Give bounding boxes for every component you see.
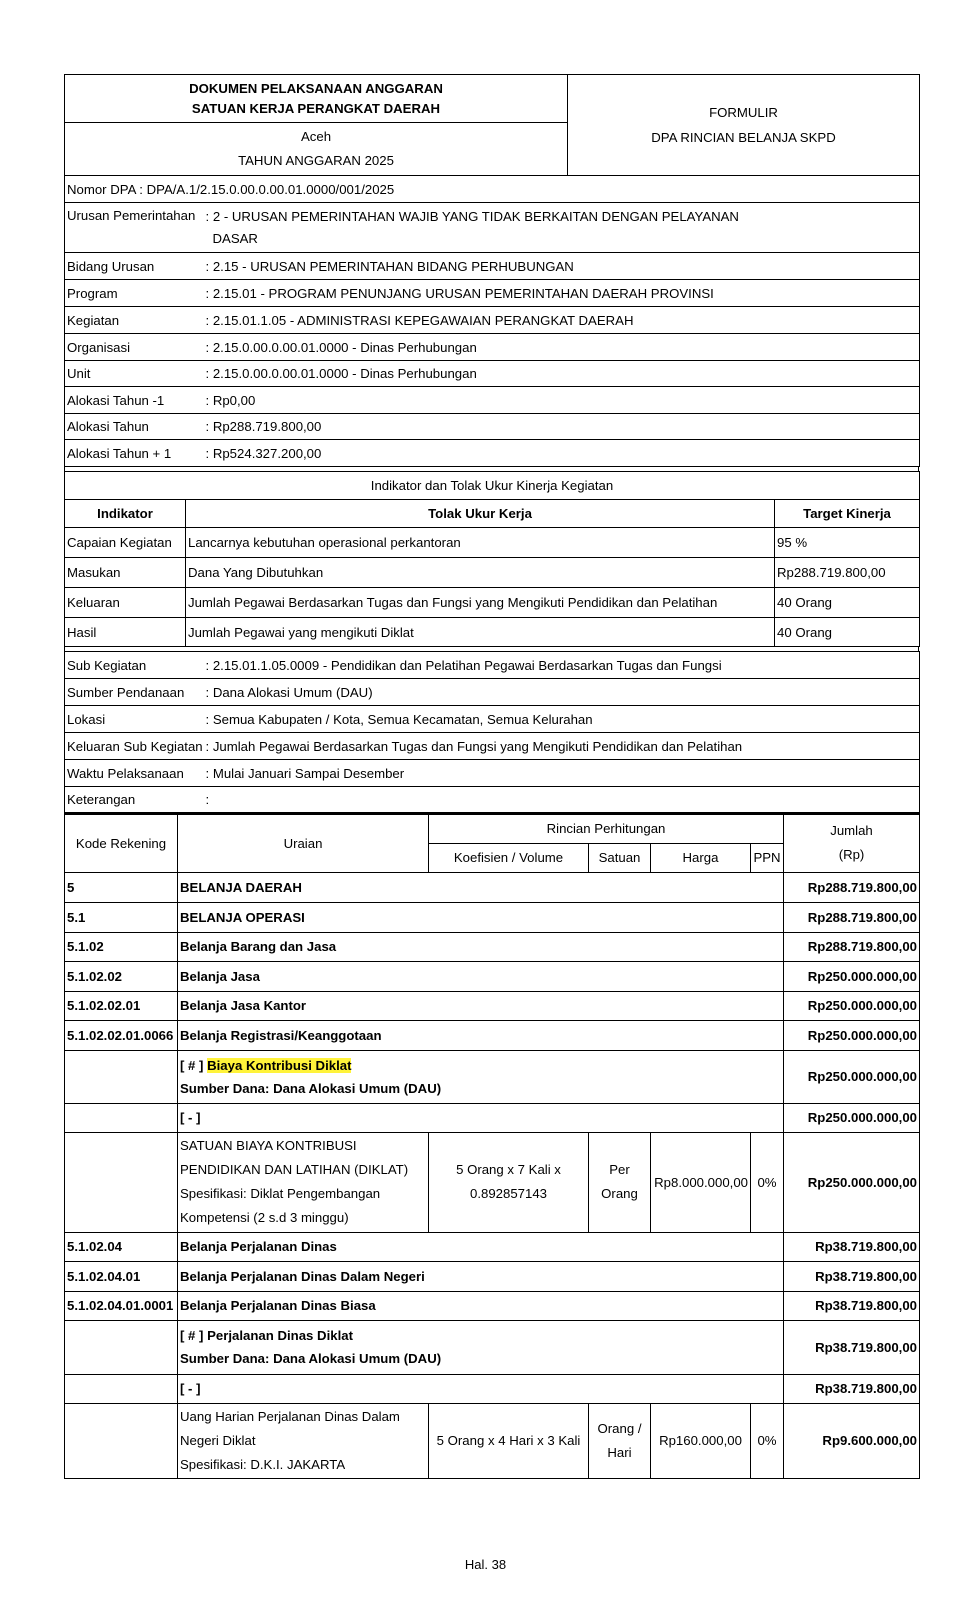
uraian-cell: BELANJA DAERAH [178,872,784,902]
sub-label: Keluaran Sub Kegiatan [65,733,204,760]
uraian-line: Spesifikasi: Diklat Pengembangan [180,1186,381,1201]
nomor-dpa: Nomor DPA : DPA/A.1/2.15.0.00.0.00.01.0000/001/2025 [65,176,920,203]
uraian-line: Uang Harian Perjalanan Dinas Dalam [180,1408,400,1424]
table-row [65,1261,920,1291]
sub-kegiatan-table [64,651,920,813]
uraian-cell: Belanja Perjalanan Dinas Dalam Negeri [178,1261,784,1291]
info-label: Alokasi Tahun [65,414,204,440]
jumlah-unit: (Rp) [838,847,865,863]
sub-value: : 2.15.01.1.05.0009 - Pendidikan dan Pelatihan Pegawai Berdasarkan Tugas dan Fungsi [204,652,920,679]
jumlah-cell: Rp288.719.800,00 [784,872,920,902]
jumlah-cell: Rp38.719.800,00 [784,1374,920,1403]
region: Aceh [300,129,332,144]
rincian-table [64,813,920,1479]
info-label: Organisasi [65,334,204,361]
jumlah-label: Jumlah [830,823,873,839]
koef-line: 5 Orang x 7 Kali x [456,1162,561,1177]
title-line-2: SATUAN KERJA PERANGKAT DAERAH [191,100,441,116]
uraian-cell [178,1320,784,1374]
jumlah-cell: Rp250.000.000,00 [784,1050,920,1103]
kode-cell: 5.1.02.04.01 [65,1261,178,1291]
info-table [64,175,920,467]
jumlah-cell: Rp38.719.800,00 [784,1291,920,1320]
uraian-line: Kompetensi (2 s.d 3 minggu) [180,1210,349,1225]
kode-cell: 5.1 [65,902,178,932]
jumlah-cell: Rp250.000.000,00 [784,1132,920,1232]
highlighted-group-name: Biaya Kontribusi Diklat [207,1057,352,1073]
target-cell: 95 % [775,528,920,558]
table-row [65,1374,920,1403]
ppn-cell: 0% [751,1132,784,1232]
group-prefix: [ # ] [180,1057,208,1073]
urusan-line-1: : 2 - URUSAN PEMERINTAHAN WAJIB YANG TIDAK BERKAITAN DENGAN PELAYANAN [205,208,739,224]
table-row [65,872,920,902]
indikator-cell: Capaian Kegiatan [65,528,186,558]
harga-cell: Rp8.000.000,00 [651,1132,751,1232]
header-table [64,74,920,176]
satuan-line: Orang [601,1186,638,1201]
jumlah-cell: Rp9.600.000,00 [784,1403,920,1478]
uraian-line: Negeri Diklat [180,1432,256,1448]
table-row [65,1320,920,1374]
form-label: FORMULIR [709,105,778,120]
sub-value: : Mulai Januari Sampai Desember [204,760,920,787]
target-header: Target Kinerja [775,500,920,528]
kode-cell [65,1320,178,1374]
info-label: Unit [65,361,204,387]
jumlah-cell: Rp250.000.000,00 [784,961,920,991]
table-row [65,1020,920,1050]
table-row [65,1403,920,1478]
jumlah-cell: Rp288.719.800,00 [784,902,920,932]
sub-label: Sub Kegiatan [65,652,204,679]
jumlah-cell: Rp38.719.800,00 [784,1261,920,1291]
dpa-document [64,74,919,1479]
tolak-ukur-cell: Jumlah Pegawai Berdasarkan Tugas dan Fungsi yang Mengikuti Pendidikan dan Pelatihan [186,588,775,618]
uraian-cell: Belanja Jasa [178,961,784,991]
satuan-line: Hari [607,1444,632,1460]
kode-cell [65,1403,178,1478]
sub-value: : Semua Kabupaten / Kota, Semua Kecamatan, Semua Kelurahan [204,706,920,733]
target-cell: 40 Orang [775,588,920,618]
sub-label: Sumber Pendanaan [65,679,204,706]
info-value: : 2.15.0.00.0.00.01.0000 - Dinas Perhubungan [204,334,920,361]
kode-cell [65,1050,178,1103]
uraian-line: PENDIDIKAN DAN LATIHAN (DIKLAT) [180,1162,409,1177]
info-value: : Rp524.327.200,00 [204,440,920,467]
tolak-ukur-cell: Jumlah Pegawai yang mengikuti Diklat [186,618,775,647]
kode-cell [65,1374,178,1403]
table-row [65,1103,920,1132]
satuan-line: Per [609,1162,630,1177]
jumlah-header [784,814,920,872]
tolak-ukur-cell: Lancarnya kebutuhan operasional perkantoran [186,528,775,558]
satuan-cell [589,1403,651,1478]
uraian-cell [178,1132,429,1232]
ppn-header: PPN [751,843,784,872]
ppn-cell: 0% [751,1403,784,1478]
kode-cell: 5.1.02.02.01 [65,991,178,1020]
group-title [180,1054,781,1077]
kode-cell [65,1132,178,1232]
title-line-1: DOKUMEN PELAKSANAAN ANGGARAN [189,80,443,96]
indikator-cell: Hasil [65,618,186,647]
uraian-cell: Belanja Perjalanan Dinas Biasa [178,1291,784,1320]
info-value: : Rp0,00 [204,387,920,414]
table-row [65,991,920,1020]
info-label: Urusan Pemerintahan [65,203,204,253]
harga-header: Harga [651,843,751,872]
uraian-cell: [ - ] [178,1374,784,1403]
fiscal-year: TAHUN ANGGARAN 2025 [238,153,394,168]
uraian-cell: Belanja Jasa Kantor [178,991,784,1020]
uraian-cell: Belanja Barang dan Jasa [178,932,784,961]
uraian-cell: Belanja Registrasi/Keanggotaan [178,1020,784,1050]
indikator-header: Indikator [65,500,186,528]
kode-rekening-header: Kode Rekening [65,814,178,872]
sub-label: Keterangan [65,787,204,813]
info-label: Program [65,280,204,307]
target-cell: Rp288.719.800,00 [775,558,920,588]
satuan-line: Orang / [597,1420,642,1436]
page-number: Hal. 38 [464,1557,507,1572]
table-row [65,1232,920,1261]
jumlah-cell: Rp250.000.000,00 [784,1020,920,1050]
indikator-title: Indikator dan Tolak Ukur Kinerja Kegiatan [65,472,920,500]
indikator-table [64,471,920,647]
tolak-ukur-header: Tolak Ukur Kerja [186,500,775,528]
koefisien-cell: 5 Orang x 4 Hari x 3 Kali [429,1403,589,1478]
sub-label: Waktu Pelaksanaan [65,760,204,787]
sub-label: Lokasi [65,706,204,733]
sub-value: : Jumlah Pegawai Berdasarkan Tugas dan Fungsi yang Mengikuti Pendidikan dan Pelatihan [204,733,920,760]
uraian-cell: [ - ] [178,1103,784,1132]
table-row [65,932,920,961]
indikator-cell: Masukan [65,558,186,588]
info-value: : 2.15.01.1.05 - ADMINISTRASI KEPEGAWAIAN PERANGKAT DAERAH [204,307,920,334]
kode-cell: 5.1.02.04 [65,1232,178,1261]
uraian-line: Spesifikasi: D.K.I. JAKARTA [180,1456,346,1472]
group-title: [ # ] Perjalanan Dinas Diklat [180,1328,353,1343]
table-row [65,902,920,932]
sub-value: : [204,787,920,813]
jumlah-cell: Rp288.719.800,00 [784,932,920,961]
koefisien-header: Koefisien / Volume [429,843,589,872]
uraian-line: SATUAN BIAYA KONTRIBUSI [180,1138,357,1153]
target-cell: 40 Orang [775,618,920,647]
info-value: : Rp288.719.800,00 [204,414,920,440]
table-row [65,1132,920,1232]
table-row [65,1050,920,1103]
satuan-header: Satuan [589,843,651,872]
info-value [204,203,920,253]
table-row [65,961,920,991]
uraian-cell: Belanja Perjalanan Dinas [178,1232,784,1261]
uraian-cell [178,1403,429,1478]
indikator-cell: Keluaran [65,588,186,618]
harga-cell: Rp160.000,00 [651,1403,751,1478]
kode-cell: 5.1.02.02 [65,961,178,991]
region-year [65,123,568,176]
jumlah-cell: Rp250.000.000,00 [784,1103,920,1132]
doc-title [65,75,568,123]
uraian-cell: BELANJA OPERASI [178,902,784,932]
jumlah-cell: Rp38.719.800,00 [784,1320,920,1374]
info-label: Alokasi Tahun -1 [65,387,204,414]
koefisien-cell [429,1132,589,1232]
kode-cell [65,1103,178,1132]
uraian-header: Uraian [178,814,429,872]
tolak-ukur-cell: Dana Yang Dibutuhkan [186,558,775,588]
info-label: Alokasi Tahun + 1 [65,440,204,467]
sub-value: : Dana Alokasi Umum (DAU) [204,679,920,706]
info-value: : 2.15.01 - PROGRAM PENUNJANG URUSAN PEMERINTAHAN DAERAH PROVINSI [204,280,920,307]
sumber-dana: Sumber Dana: Dana Alokasi Umum (DAU) [180,1080,442,1096]
rincian-perhitungan-header: Rincian Perhitungan [429,814,784,843]
form-box [568,75,920,176]
jumlah-cell: Rp250.000.000,00 [784,991,920,1020]
form-name: DPA RINCIAN BELANJA SKPD [651,130,836,145]
satuan-cell [589,1132,651,1232]
info-value: : 2.15.0.00.0.00.01.0000 - Dinas Perhubungan [204,361,920,387]
table-row [65,1291,920,1320]
sumber-dana: Sumber Dana: Dana Alokasi Umum (DAU) [180,1351,442,1366]
jumlah-cell: Rp38.719.800,00 [784,1232,920,1261]
info-value: : 2.15 - URUSAN PEMERINTAHAN BIDANG PERHUBUNGAN [204,253,920,280]
info-label: Kegiatan [65,307,204,334]
kode-cell: 5.1.02.04.01.0001 [65,1291,178,1320]
info-label: Bidang Urusan [65,253,204,280]
kode-cell: 5 [65,872,178,902]
koef-line: 0.892857143 [469,1186,547,1201]
urusan-line-2: DASAR [212,230,258,246]
kode-cell: 5.1.02 [65,932,178,961]
kode-cell: 5.1.02.02.01.0066 [65,1020,178,1050]
uraian-cell [178,1050,784,1103]
